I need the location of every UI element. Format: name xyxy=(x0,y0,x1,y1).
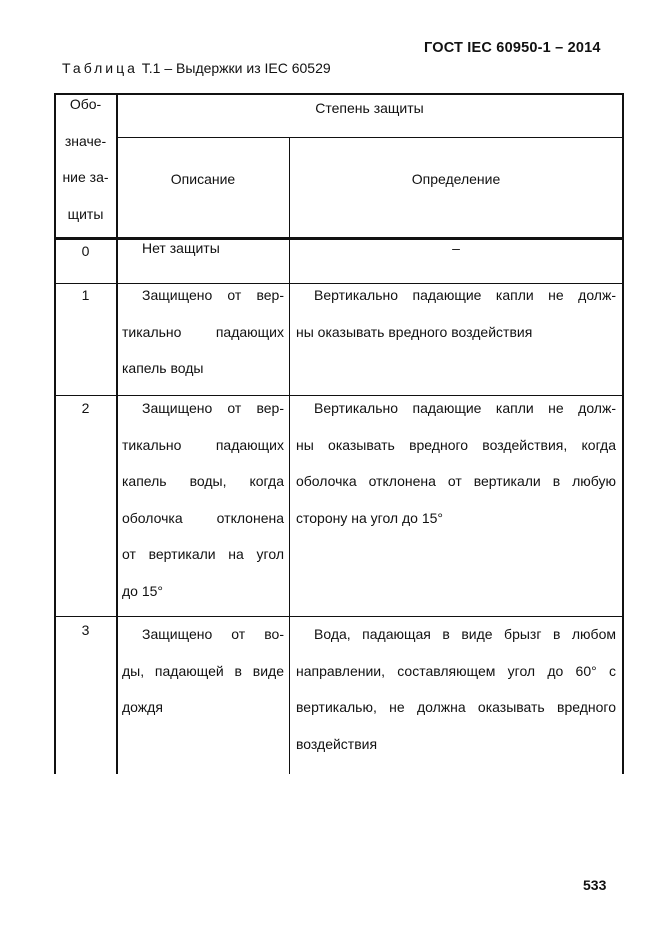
description-line: дождя xyxy=(122,699,163,715)
header-code-line: значе- xyxy=(64,132,107,149)
definition-line: ны оказывать вредного воздействия, когда xyxy=(296,436,616,453)
table-row-definition xyxy=(290,230,622,267)
header-group: Степень защиты xyxy=(315,100,424,116)
definition-line: Вертикально падающие капли не долж- xyxy=(314,287,616,303)
header-code-line: Обо- xyxy=(69,96,102,112)
definition-line: направлении, составляющем угол до 60° с xyxy=(296,662,616,679)
standard-designation: ГОСТ IEC 60950-1 – 2014 xyxy=(424,40,601,56)
definition-line: ны оказывать вредного воздействия xyxy=(296,323,533,340)
description-line: капель воды, когда xyxy=(122,473,284,489)
header-code-line: щиты xyxy=(67,205,104,222)
header-description: Описание xyxy=(170,171,236,187)
table-row-description xyxy=(142,230,282,267)
description-line: Защищено от вер- xyxy=(142,400,284,416)
description-line: Защищено от вер- xyxy=(142,287,284,303)
table-row-description xyxy=(122,390,284,609)
table-row-code: 0 xyxy=(81,243,90,259)
definition-line: Вертикально падающие капли не долж- xyxy=(314,400,616,416)
table-right-border xyxy=(622,93,624,774)
table-row-description xyxy=(122,616,284,726)
header-definition: Определение xyxy=(411,171,501,187)
table-caption xyxy=(62,60,331,76)
description-line: ды, падающей в виде xyxy=(122,662,284,679)
table-row-definition xyxy=(296,277,616,350)
table-row-code: 1 xyxy=(81,287,90,303)
table-row-code: 2 xyxy=(81,400,90,416)
definition-line: сторону на угол до 15° xyxy=(296,509,443,526)
table-row-definition xyxy=(296,390,616,536)
description-line: до 15° xyxy=(122,582,164,599)
description-line: Нет защиты xyxy=(142,240,220,256)
description-line: тикально падающих xyxy=(122,436,284,453)
description-line: капель воды xyxy=(122,360,204,376)
definition-line: воздействия xyxy=(296,735,378,752)
definition-line: вертикалью, не должна оказывать вредного xyxy=(296,699,616,715)
table-row-description xyxy=(122,277,284,387)
definition-line: оболочка отклонена от вертикали в любую xyxy=(296,473,616,489)
table-caption-text: Т.1 – Выдержки из IEC 60529 xyxy=(137,60,331,76)
description-line: оболочка отклонена xyxy=(122,509,284,526)
description-line: тикально падающих xyxy=(122,323,284,340)
description-line: Защищено от во- xyxy=(142,626,284,642)
table-caption-word: Таблица xyxy=(62,60,138,76)
definition-line: – xyxy=(452,240,460,256)
definition-line: Вода, падающая в виде брызг в любом xyxy=(314,626,616,642)
group-header-divider xyxy=(116,137,623,138)
table-row-code: 3 xyxy=(81,622,90,638)
table-row-definition xyxy=(296,616,616,762)
header-code xyxy=(55,86,116,232)
description-line: от вертикали на угол xyxy=(122,546,284,562)
header-code-line: ние за- xyxy=(62,169,109,185)
page-number: 533 xyxy=(583,877,607,893)
